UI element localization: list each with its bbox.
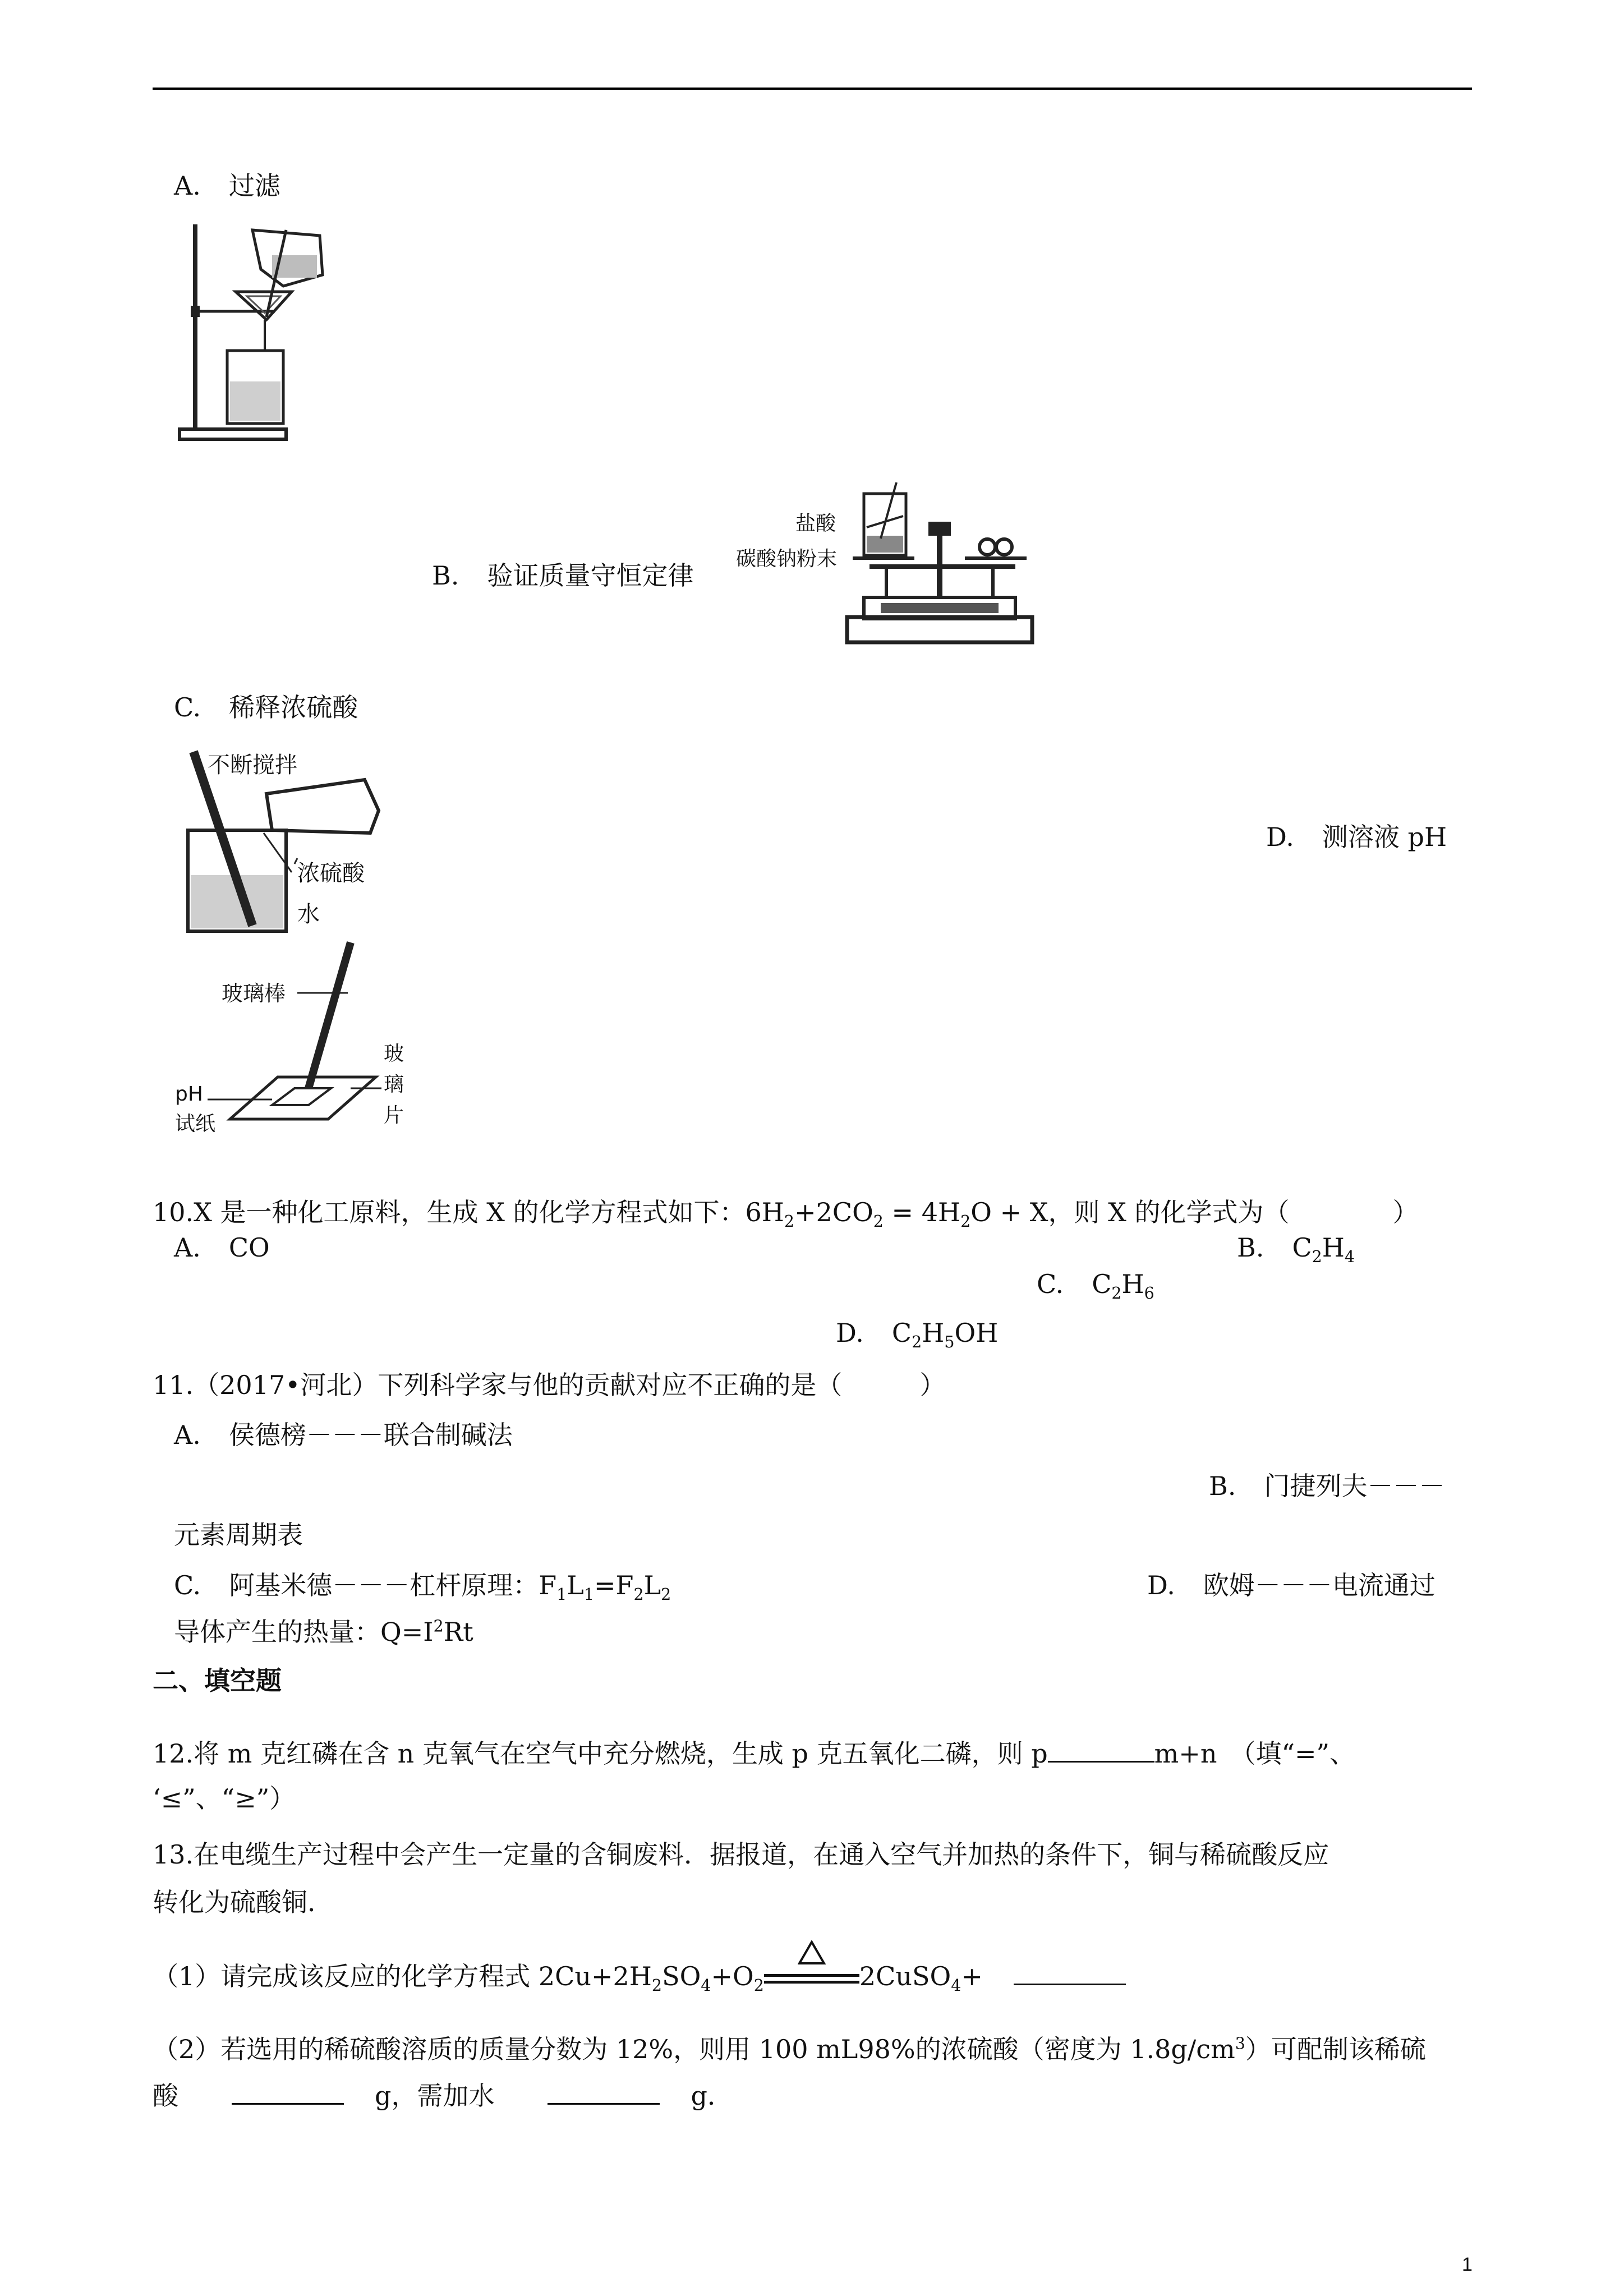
heat-condition-sign [764, 1963, 859, 1985]
q9-option-b: B. 验证质量守恒定律 [432, 560, 694, 591]
q11-option-d: D. 欧姆－－－电流通过 [1147, 1570, 1436, 1600]
d-fig-label-glass3: 片 [384, 1104, 404, 1127]
q10-stem: 10.X 是一种化工原料，生成 X 的化学方程式如下：$6H_2+2CO_2 = 4H_2O + X$，则 X 的化学式为（ ） [153, 1197, 1419, 1231]
b-fig-label-hcl: 盐酸 [795, 512, 836, 535]
q13-blank-3[interactable] [548, 2103, 660, 2105]
q10-option-c: C. $C_2H_6$ [1037, 1269, 1154, 1303]
d-fig-label-rod: 玻璃棒 [222, 981, 286, 1006]
c-fig-label-stir: 不断搅拌 [208, 752, 297, 778]
c-fig-label-water: 水 [297, 901, 320, 927]
dilution-figure [180, 746, 393, 937]
q13-part3: 酸 g，需加水 g． [153, 2081, 733, 2111]
q9-option-c: C. 稀释浓硫酸 [174, 692, 358, 723]
d-fig-label-paper: 试纸 [175, 1112, 216, 1135]
q10-option-a: A. CO [174, 1232, 270, 1263]
d-fig-label-ph: pH [175, 1083, 203, 1106]
filtration-figure [168, 213, 337, 443]
q13-line2: 转化为硫酸铜． [153, 1887, 333, 1917]
d-fig-label-glass1: 玻 [384, 1042, 404, 1065]
q13-blank-1[interactable] [1014, 1984, 1126, 1985]
q10-option-d: D. $C_2H_5OH$ [836, 1318, 999, 1352]
q12-line2: ‘≤”、“≥”） [153, 1783, 296, 1814]
section-title: 二、填空题 [153, 1665, 282, 1696]
q9-option-a: A. 过滤 [174, 171, 280, 201]
q10-option-b: B. $C_2H_4$ [1237, 1232, 1355, 1267]
q9-option-d: D. 测溶液 pH [1266, 822, 1447, 852]
q13-blank-2[interactable] [232, 2103, 344, 2105]
ph-test-figure [208, 931, 387, 1139]
q11-option-b-cont: 元素周期表 [174, 1520, 303, 1550]
q11-option-a: A. 侯德榜－－－联合制碱法 [174, 1420, 513, 1450]
q13-line1: 13.在电缆生产过程中会产生一定量的含铜废料．据报道，在通入空气并加热的条件下，铜与稀硫酸反应 [153, 1839, 1329, 1870]
q11-option-d-cont: 导体产生的热量：$Q=I^2Rt$ [174, 1617, 473, 1647]
header-rule [153, 88, 1472, 90]
q12-line1: 12.将 m 克红磷在含 n 克氧气在空气中充分燃烧，生成 p 克五氧化二磷，则 p m+n （填“=”、 [153, 1738, 1356, 1769]
d-fig-label-glass2: 璃 [384, 1073, 404, 1096]
q11-option-b: B. 门捷列夫－－－ [1209, 1471, 1445, 1501]
balance-figure [830, 482, 1055, 651]
q13-part1: （1）请完成该反应的化学方程式 $2Cu+2H_2SO_4+O_2$ 2CuSO$_4$+ [153, 1956, 1126, 1995]
c-fig-label-acid: 浓硫酸 [297, 861, 365, 886]
q13-part2: （2）若选用的稀硫酸溶质的质量分数为 12%，则用 100 mL98%的浓硫酸（密度为 $1.8g/cm^3$）可配制该稀硫 [153, 2034, 1426, 2064]
q11-stem: 11.（2017•河北）下列科学家与他的贡献对应不正确的是（ ） [153, 1370, 946, 1400]
q11-option-c: C. 阿基米德－－－杠杆原理：$F_1L_1=F_2L_2$ [174, 1570, 671, 1604]
q12-blank[interactable] [1048, 1761, 1154, 1763]
b-fig-label-na2co3: 碳酸钠粉末 [736, 547, 838, 570]
page-number: 1 [1462, 2254, 1473, 2275]
